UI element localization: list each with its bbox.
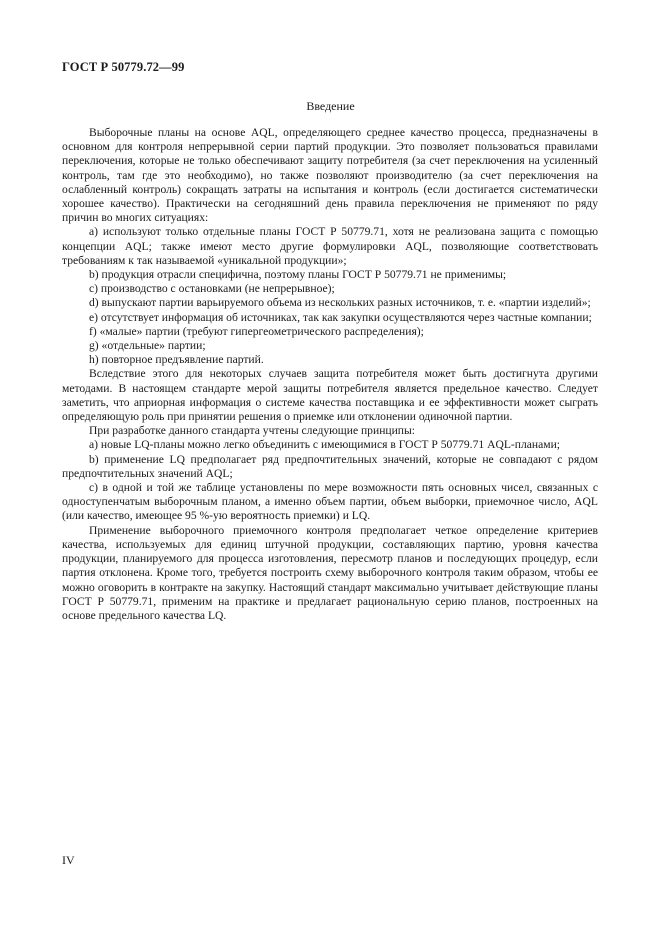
list-item-e: e) отсутствует информация об источниках, так как закупки осуществляются через частные компании;	[89, 310, 592, 324]
paragraph-intro: Выборочные планы на основе AQL, определяющего среднее качество процесса, предназначены в основном для контроля непрерывной серии партий продукции. Это позволяет пользоваться правилами переключения, которые не только обеспечивают защиту потребителя (за счет переключения на усиленный контроль, там где это необходимо), но также позволяют производителю (за счет переключения на ослабленный контроль) сокращать затраты на испытания и контроль (если достигается систематически хорошее качество). Практически на сегодняшний день правила переключения не применяют по ряду причин во многих ситуациях:	[62, 126, 598, 225]
paragraph-consequence: Вследствие этого для некоторых случаев защита потребителя может быть достигнута другими методами. В настоящем стандарте мерой защиты потребителя является предельное качество. Следует заметить, что априорная информация о системе качества поставщика и ее эффективности может сыграть определяющую роль при принятии решения о приемке или отклонении одиночной партии.	[62, 367, 598, 424]
list-item-f: f) «малые» партии (требуют гипергеометрического распределения);	[89, 324, 424, 338]
page-number: IV	[62, 853, 75, 867]
list-item-d: d) выпускают партии варьируемого объема из нескольких разных источников, т. е. «партии изделий»;	[89, 296, 591, 310]
document-body	[62, 126, 598, 623]
list-item-g: g) «отдельные» партии;	[89, 339, 206, 353]
list-item-c: c) производство с остановками (не непрерывное);	[89, 282, 335, 296]
list-item-b: b) продукция отрасли специфична, поэтому планы ГОСТ Р 50779.71 не применимы;	[89, 268, 507, 282]
paragraph-application: Применение выборочного приемочного контроля предполагает четкое определение критериев качества, используемых для единиц штучной продукции, составляющих партию, уровня качества продукции, планируемого для процесса изготовления, пересмотр планов и последующих процедур, если партия отклонена. Кроме того, требуется построить схему выборочного контроля таким образом, чтобы ее можно оговорить в контракте на закупку. Настоящий стандарт максимально учитывает действующие планы ГОСТ Р 50779.71, применим на практике и предлагает рациональную серию планов, построенных на основе предельного качества LQ.	[62, 523, 598, 622]
list-item-a: a) используют только отдельные планы ГОСТ Р 50779.71, хотя не реализована защита с помощью концепции AQL; также имеют место другие формулировки AQL, позволяющие соответствовать требованиям к так называемой «уникальной продукции»;	[62, 225, 598, 267]
section-title: Введение	[306, 99, 355, 113]
principle-item-b: b) применение LQ предполагает ряд предпочтительных значений, которые не совпадают с рядом предпочтительных значений AQL;	[62, 452, 598, 480]
principle-item-c: c) в одной и той же таблице установлены по мере возможности пять основных чисел, связанных с одноступенчатым выборочным планом, а именно объем партии, объем выборки, приемочное число, AQL (или качество, имеющее 95 %-ую вероятность приемки) и LQ.	[62, 481, 598, 523]
principle-item-a: a) новые LQ-планы можно легко объединить с имеющимися в ГОСТ Р 50779.71 AQL-планами;	[89, 438, 561, 452]
paragraph-principles: При разработке данного стандарта учтены следующие принципы:	[89, 424, 416, 438]
document-code-header: ГОСТ Р 50779.72—99	[62, 60, 185, 74]
list-item-h: h) повторное предъявление партий.	[89, 353, 264, 367]
